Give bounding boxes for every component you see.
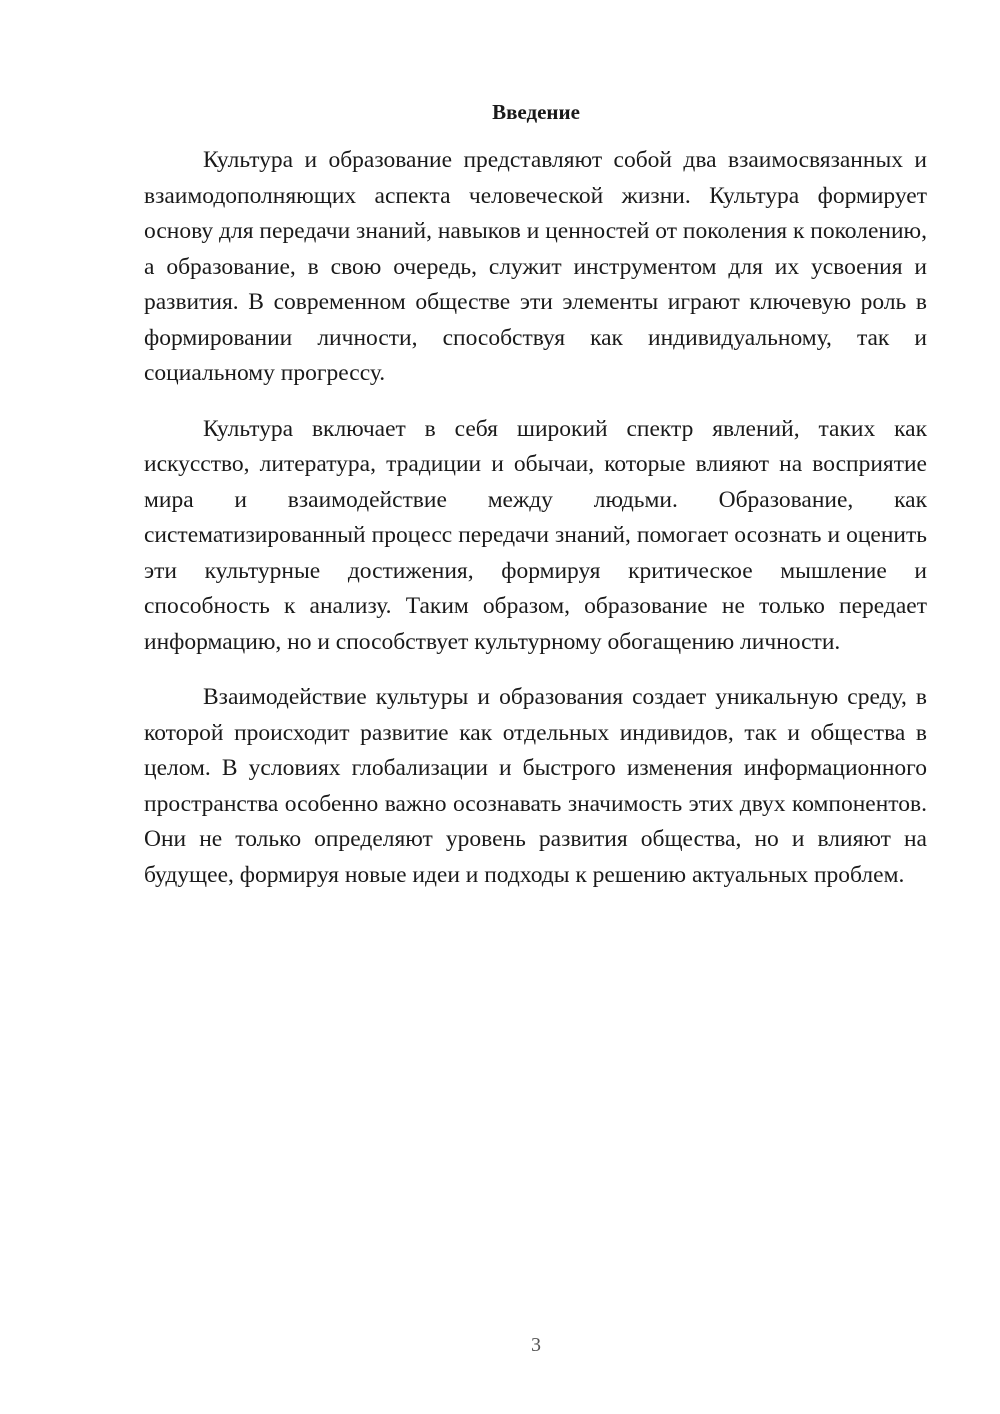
document-body (144, 143, 927, 913)
paragraph-1: Культура и образование представляют собой два взаимосвязанных и взаимодополняющих аспекта человеческой жизни. Культура формирует основу для передачи знаний, навыков и ценностей от поколения к поколению, а образование, в свою очередь, служит инструментом для их усвоения и развития. В современном обществе эти элементы играют ключевую роль в формировании личности, способствуя как индивидуальному, так и социальному прогрессу. (144, 147, 927, 386)
paragraph-3: Взаимодействие культуры и образования создает уникальную среду, в которой происходит развитие как отдельных индивидов, так и общества в целом. В условиях глобализации и быстрого изменения информационного пространства особенно важно осознавать значимость этих двух компонентов. Они не только определяют уровень развития общества, но и влияют на будущее, формируя новые идеи и подходы к решению актуальных проблем. (144, 684, 927, 888)
page-title: Введение (492, 100, 580, 124)
paragraph-2: Культура включает в себя широкий спектр явлений, таких как искусство, литература, традиции и обычаи, которые влияют на восприятие мира и взаимодействие между людьми. Образование, как систематизированный процесс передачи знаний, помогает осознать и оценить эти культурные достижения, формируя критическое мышление и способность к анализу. Таким образом, образование не только передает информацию, но и способствует культурному обогащению личности. (144, 415, 927, 655)
page-number: 3 (531, 1334, 541, 1356)
